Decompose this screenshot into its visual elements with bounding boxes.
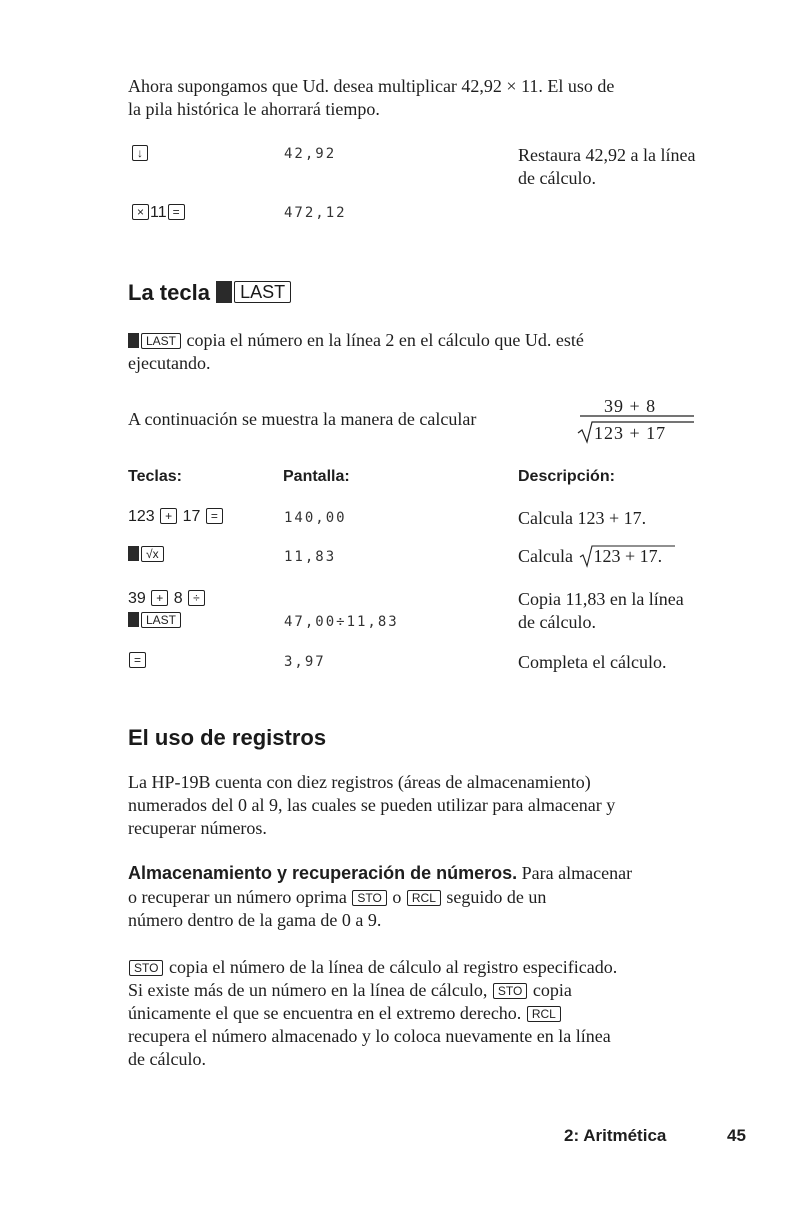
equals-key-icon: = [206, 508, 223, 524]
example1-row1-desc-2: de cálculo. [518, 168, 596, 188]
section-last-title-text: La tecla [128, 280, 210, 305]
last-key-icon: LAST [141, 612, 181, 628]
section-registers-title: El uso de registros [128, 725, 327, 750]
shift-key-icon [128, 546, 139, 561]
registers-sub-line1 [128, 862, 632, 885]
example2-row2-keys [128, 544, 165, 566]
registers-para1-line3: recuperar números. [128, 818, 267, 838]
sto-key-icon: STO [493, 983, 527, 999]
p3-line3-pre: únicamente el que se encuentra en el extremo derecho. [128, 1003, 522, 1023]
example2-row4-desc: Completa el cálculo. [518, 652, 667, 672]
shift-key-icon [216, 281, 232, 303]
last-key-icon: LAST [234, 281, 291, 303]
example2-row1-display: 140,00 [284, 510, 347, 526]
example2-row1-keys [128, 506, 224, 528]
example1-row1-desc-1: Restaura 42,92 a la línea [518, 145, 696, 165]
desc-suffix: . [657, 546, 663, 566]
plus-key-icon: + [151, 590, 168, 606]
example1-row2-keys [131, 202, 186, 224]
sub-or: o [392, 887, 402, 907]
number-8: 8 [173, 590, 183, 607]
shift-key-icon [128, 333, 139, 348]
shift-key-icon [128, 612, 139, 627]
registers-para1-line2: numerados del 0 al 9, las cuales se pueden utilizar para almacenar y [128, 795, 616, 815]
equals-key-icon: = [168, 204, 185, 220]
formula-numerator: 39 + 8 [604, 396, 657, 416]
last-key-icon: LAST [141, 333, 181, 349]
registers-sub-line3: número dentro de la gama de 0 a 9. [128, 910, 382, 930]
example2-row4-keys [128, 650, 147, 672]
section-last-para-1 [128, 329, 584, 352]
rcl-key-icon: RCL [407, 890, 441, 906]
formula-intro: A continuación se muestra la manera de calcular [128, 409, 477, 429]
subheading-bold: Almacenamiento y recuperación de números. [128, 863, 518, 883]
section-last-para-1-text: copia el número en la línea 2 en el cálculo que Ud. esté [186, 330, 584, 350]
example2-row3-desc-2: de cálculo. [518, 612, 596, 632]
number-11: 11 [150, 204, 167, 221]
example2-row2-desc [518, 545, 662, 568]
down-arrow-key-icon: ↓ [132, 145, 148, 161]
column-header-desc: Descripción: [518, 468, 615, 485]
divide-key-icon: ÷ [188, 590, 205, 606]
sub-line2-pre: o recuperar un número oprima [128, 887, 347, 907]
sto-key-icon: STO [352, 890, 386, 906]
radical-sign-icon [579, 542, 679, 570]
section-last-title [128, 280, 292, 306]
subheading-rest: Para almacenar [517, 863, 633, 883]
example2-row4-display: 3,97 [284, 654, 326, 670]
footer-page-number: 45 [727, 1126, 746, 1145]
registers-para1-line1: La HP-19B cuenta con diez registros (áreas de almacenamiento) [128, 772, 591, 792]
number-17: 17 [182, 508, 201, 525]
example1-row1-display: 42,92 [284, 146, 337, 162]
equals-key-icon: = [129, 652, 146, 668]
rcl-key-icon: RCL [527, 1006, 561, 1022]
registers-p3-line1 [128, 956, 617, 979]
example2-row3-keys-2 [128, 610, 182, 632]
plus-key-icon: + [160, 508, 177, 524]
p3-line2-post: copia [532, 980, 572, 1000]
desc-radicand: 123 + 17 [593, 546, 658, 566]
sto-key-icon: STO [129, 960, 163, 976]
registers-sub-line2 [128, 886, 546, 909]
formula-denominator: 123 + 17 [594, 423, 667, 443]
number-123: 123 [128, 508, 155, 525]
square-root-key-icon: √x [141, 546, 164, 562]
number-39: 39 [128, 590, 146, 607]
section-last-para-2: ejecutando. [128, 353, 211, 373]
example2-row3-keys-1 [128, 588, 206, 610]
column-header-display: Pantalla: [283, 468, 350, 485]
example2-row3-desc-1: Copia 11,83 en la línea [518, 589, 684, 609]
footer-chapter: 2: Aritmética [564, 1126, 667, 1145]
p3-line1-text: copia el número de la línea de cálculo al registro especificado. [168, 957, 618, 977]
example1-row2-display: 472,12 [284, 205, 347, 221]
registers-p3-line5: de cálculo. [128, 1049, 206, 1069]
registers-p3-line2 [128, 979, 572, 1002]
intro-line-2: la pila histórica le ahorrará tiempo. [128, 99, 380, 119]
column-header-keys: Teclas: [128, 468, 182, 485]
example2-row3-display: 47,00÷11,83 [284, 614, 399, 630]
example1-row1-keys [131, 143, 149, 165]
registers-p3-line4: recupera el número almacenado y lo coloca nuevamente en la línea [128, 1026, 611, 1046]
sub-line2-post: seguido de un [446, 887, 547, 907]
example2-row1-desc: Calcula 123 + 17. [518, 508, 647, 528]
p3-line2-pre: Si existe más de un número en la línea de cálculo, [128, 980, 488, 1000]
registers-p3-line3 [128, 1002, 562, 1025]
intro-line-1: Ahora supongamos que Ud. desea multiplicar 42,92 × 11. El uso de [128, 76, 615, 96]
example2-row2-display: 11,83 [284, 549, 337, 565]
desc-prefix: Calcula [518, 546, 573, 566]
multiply-key-icon: × [132, 204, 149, 220]
